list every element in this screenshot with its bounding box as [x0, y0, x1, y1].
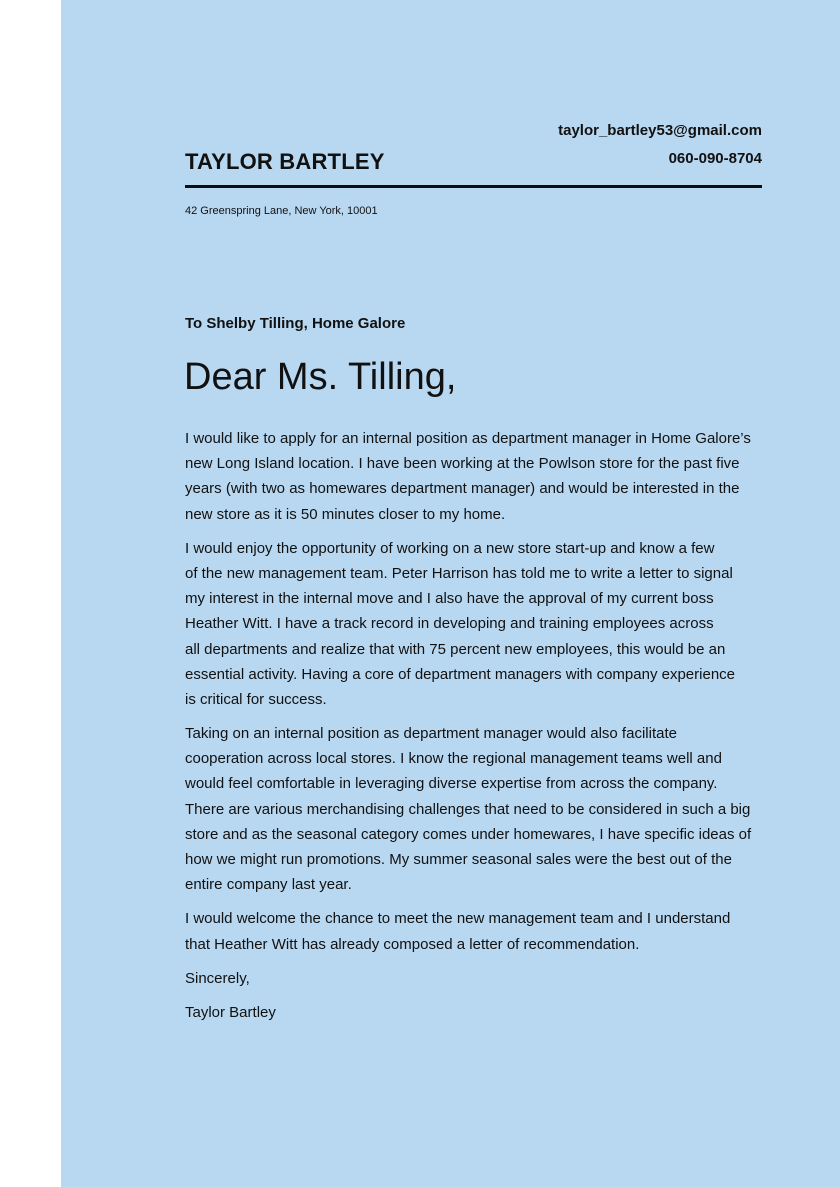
text-line: new store as it is 50 minutes closer to my home. — [185, 505, 506, 523]
text-line: of the new management team. Peter Harrison has told me to write a letter to signal — [185, 564, 733, 582]
paragraph — [185, 426, 775, 527]
text-line: store and as the seasonal category comes under homewares, I have specific ideas of — [185, 825, 752, 843]
text-line: I would welcome the chance to meet the new management team and I understand — [185, 910, 731, 928]
paragraph — [185, 721, 775, 897]
phone: 060-090-8704 — [668, 150, 762, 167]
email: taylor_bartley53@gmail.com — [558, 122, 762, 139]
letter-page — [61, 0, 840, 1187]
text-line: new Long Island location. I have been working at the Powlson store for the past five — [185, 455, 740, 473]
text-line: Taylor Bartley — [185, 1003, 276, 1021]
recipient: To Shelby Tilling, Home Galore — [185, 315, 406, 332]
text-line: I would like to apply for an internal position as department manager in Home Galore’s — [185, 430, 751, 447]
header-divider — [185, 185, 762, 188]
text-line: essential activity. Having a core of department managers with company experience — [185, 665, 735, 683]
text-line: my interest in the internal move and I also have the approval of my current boss — [185, 590, 714, 608]
text-line: how we might run promotions. My summer seasonal sales were the best out of the — [185, 851, 732, 868]
sender-address: 42 Greenspring Lane, New York, 10001 — [185, 205, 378, 217]
signature — [185, 1000, 775, 1025]
text-line: is critical for success. — [185, 690, 327, 708]
text-line: entire company last year. — [185, 876, 352, 894]
text-line: that Heather Witt has already composed a letter of recommendation. — [185, 935, 640, 953]
paragraph — [185, 906, 775, 956]
text-line: years (with two as homewares department manager) and would be interested in the — [185, 480, 740, 498]
text-line: would feel comfortable in leveraging diverse expertise from across the company. — [185, 775, 718, 793]
letter-body — [185, 426, 775, 1034]
text-line: I would enjoy the opportunity of working on a new store start-up and know a few — [185, 539, 715, 557]
paragraph — [185, 536, 775, 712]
text-line: cooperation across local stores. I know the regional management teams well and — [185, 750, 722, 768]
sender-name: TAYLOR BARTLEY — [185, 149, 385, 174]
greeting: Dear Ms. Tilling, — [184, 356, 457, 398]
text-line: Heather Witt. I have a track record in developing and training employees across — [185, 615, 714, 633]
text-line: Sincerely, — [185, 969, 250, 987]
closing — [185, 966, 775, 991]
text-line: There are various merchandising challenges that need to be considered in such a big — [185, 800, 751, 818]
text-line: all departments and realize that with 75 percent new employees, this would be an — [185, 640, 726, 658]
text-line: Taking on an internal position as department manager would also facilitate — [185, 725, 677, 743]
